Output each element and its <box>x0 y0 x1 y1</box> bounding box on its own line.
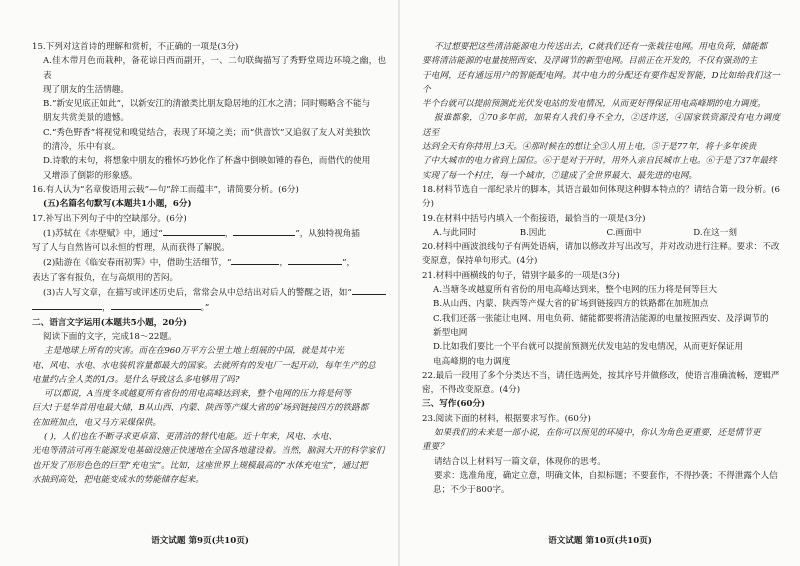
q15-option-a: A.佳木带月色而栽种，备花谅日西而副开，一、二句联綯描写了秀野堂周边环境之幽，也表 <box>43 56 386 81</box>
q19-option-d: D.在这一刻 <box>693 227 737 238</box>
answer-blank[interactable] <box>288 255 342 265</box>
page-footer: 语文试题 第9页(共10页) <box>151 536 249 546</box>
q19-option-a: A.与此同时 <box>433 227 477 238</box>
passage-line: 也开发了形形色色的巨型“充电宝”。比如，这座世界上规模最高的“水体充电宝”，通过把 <box>32 460 368 471</box>
q22-question-cont: 密，不得改变原意。(4分) <box>422 385 521 396</box>
passage-line: 要将清洁能源的电量按照西安、及浮调节的新型电网。目前正在开发的，不仅有强劲的主 <box>422 56 758 67</box>
answer-blank[interactable] <box>163 226 225 236</box>
q22-question: 22.最后一段用了多个分类达不当，请任选两处，按其序号并做修改，使语言准确流畅，逻辑严 <box>422 370 780 381</box>
q15-stem: 15.下列对这首诗的理解和赏析，不正确的一项是(3分) <box>32 42 239 52</box>
q21-option-d: D.比如我们要比一个平台就可以提前预测光伏发电站的发电情况，从而更好保证用 <box>433 342 744 353</box>
q21-option-c-cont: 新型电网 <box>433 327 468 338</box>
section-3-heading: 三、写作(60分) <box>422 399 486 410</box>
passage-line: 半个台就可以提前预测此光伏发电站的发电情况，从而更好得保证用电高峰期的电力调度。 <box>422 99 766 110</box>
answer-blank[interactable] <box>231 255 279 265</box>
passage-line: 了中大城市的电力省到上国位。⑥于是对于开时，用外入亲自民城市上电。⑥于是了37年最终 <box>422 156 777 167</box>
q21-option-d-cont: 电高峰期的电力调度 <box>433 356 511 367</box>
q20-question-cont: 变原意，保持单句形式。(4分) <box>422 256 538 267</box>
q17-item-2-cont: 表达了客有报负，在与高烦用的苦闷。 <box>32 272 179 283</box>
writing-instruction: 请结合以上材料写一篇文章，体现你的思考。 <box>434 456 606 467</box>
section-5-heading: (五)名篇名句默写(本题共1小题，6分) <box>43 199 192 210</box>
q15-option-c: C.“秀色野香”将视觉和嗅觉结合，表现了环境之美；而“供啬饮”又追叙了友人对美独饮 <box>43 127 371 138</box>
q19-options <box>422 226 780 240</box>
q15-option-c-cont: 的清冷，乐中有哀。 <box>43 142 121 153</box>
q17-item-3-cont: ， 。” <box>32 300 386 315</box>
passage-line: 巨大!于是华首用电最大储，B从山西、内蒙、陕西等产煤大省的矿场到链接四方的铁路都 <box>32 403 369 414</box>
passage-line: ( )，人们也在不断寻求更卓富、更清洁的替代电能。近十年来，风电、水电、 <box>44 432 338 443</box>
passage-line: 可以都说，A当度冬或越夏所有省份的用电高峰达到来，整个电网的压力将是何等 <box>44 389 351 400</box>
writing-prompt: 如果我们的未来是一部小说，在你可以预见的环境中，你认为角色更重要，还是情节更 <box>434 428 761 439</box>
q23-question: 23.阅读下面的材料，根据要求写作。(60分) <box>422 413 591 424</box>
q21-option-b: B.从山西、内蒙、陕西等产煤大省的矿场到链接四方的铁路都在加班加点 <box>433 299 709 310</box>
answer-blank[interactable] <box>32 300 102 310</box>
answer-blank[interactable] <box>111 300 201 310</box>
q15-option-b: B.“新安见底正如此”，以新安江的清澈类比朋友隐居地的江水之清；同时赐略含不能与 <box>43 99 371 110</box>
q19-stem: 19.在材料中括号内填入一个衔接语，最恰当的一项是(3分) <box>422 213 646 224</box>
q15-option-d: D.诗歌的末句，将想象中朋友的雅怀巧妙化作了杯盏中倒映如锤的春色，而借代的使用 <box>43 156 371 167</box>
passage-line: 在加班加点，电又马方采煤保供。 <box>32 417 161 428</box>
passage-line: 光电等清洁可再生能源发电基础设施正快速地在全国各地建设着。当然，脑洞大开的科学家们 <box>32 446 385 457</box>
writing-prompt-cont: 重要？ <box>422 442 448 453</box>
q15-option-a-cont: 现了朋友的生活情趣。 <box>43 84 129 95</box>
passage-line: 于电网，还有通远用户的智能配电网。其中电力的分配还有要作起发智能，D比如绐我们这一个 <box>422 70 780 95</box>
q16-question: 16.有人认为“名章俊语用云载”—句“辞工而蕴丰”，请简要分析。(6分) <box>32 184 299 195</box>
answer-blank[interactable] <box>352 285 386 295</box>
passage-line: 电量约占全人类的1/3。是什么导致这么多电够用了吗? <box>32 374 240 385</box>
passage-line: 达到全天有你持用上3天。④那时候在的想让全③人用上电，⑤于是77年，将十多年诶贵 <box>422 142 757 153</box>
q17-item-1: (1)苏轼在《赤壁赋》中，通过“ ， ”，从独特视角插 <box>32 226 386 241</box>
q21-option-a: A.当塘冬或越夏所有省份的用电高峰达到来，整个电网的压力将是何等巨大 <box>433 285 717 296</box>
writing-requirements: 要求：选准角度，确定立意，明确文体，自拟标题；不要套作，不得抄袭；不得泄露个人信 <box>434 470 778 481</box>
passage-line: 实现了每一个村庄，每一个城市，⑦建成了全世界最大、最先进的电网。 <box>422 170 698 181</box>
q21-option-c: C.我们还落一张能让电网、用电负荷、储能都要将清洁能源的电量按照西安、及浮调节的 <box>433 313 769 324</box>
q21-stem: 21.材料中画横线的句子，错别字最多的一项是(3分) <box>422 270 620 281</box>
passage-line: 水抽到高处，把电能变成水的势能储存起来。 <box>32 474 204 485</box>
q17-item-2: (2)陆游在《临安春雨初霁》中，借助生活细节，“ ， ”， <box>32 255 386 270</box>
q19-option-c: C.画面中 <box>606 227 642 238</box>
section-2-heading: 二、语言文字运用(本题共5小题，20分) <box>32 317 187 328</box>
q19-option-b: B.因此 <box>519 227 546 238</box>
passage-line: 不过想要把这些清洁能源电力传送出去，C就我们还有一张栽往电网。用电负荷，储能都 <box>434 42 768 52</box>
q20-question: 20.材料中画波浪线句子有两处语病，请加以修改并写出改写，并对改动进行注释。要求：不改 <box>422 242 780 253</box>
passage-line: 报谁都象，①70多年前，加果有人我们身不全力，②送许送，④国家铁资源没有电力调度送至 <box>422 113 780 138</box>
q18-question: 18.材料节选自一部纪录片的脚本，其语言最如何体现这种脚本特点的？请结合第一段分析。(6分) <box>422 184 780 210</box>
answer-blank[interactable] <box>233 226 295 236</box>
passage-line: 电、风电、水电、水电装机容量都最大的国家。去就所有的发电厂一起开动，每年生产的总 <box>32 360 376 371</box>
q17-item-3: (3)古人写文章，在描写或评述历史后，常常会从中总结出对后人的警醒之语，如“ <box>32 285 386 300</box>
q15-option-d-cont: 又增添了倒影的形象感。 <box>43 170 138 181</box>
exam-page-10 <box>400 0 800 566</box>
q15-option-b-cont: 朋友共赏美景的遗憾。 <box>43 113 129 124</box>
q17-item-1-cont: 写了人与自然皆可以永恒的哲理，从而获得了解脱。 <box>32 243 230 254</box>
q17-stem: 17.补写出下列句子中的空缺部分。(6分) <box>32 213 187 224</box>
writing-requirements-cont: 息；不少于800字。 <box>433 485 510 496</box>
page-footer: 语文试题 第10页(共10页) <box>548 536 652 546</box>
reading-intro: 阅读下面的文字，完成18～22题。 <box>43 331 177 342</box>
passage-line: 主是地球上所有的灾害。而在在960万平方公里土地上组展的中国，就是其中光 <box>44 346 344 357</box>
